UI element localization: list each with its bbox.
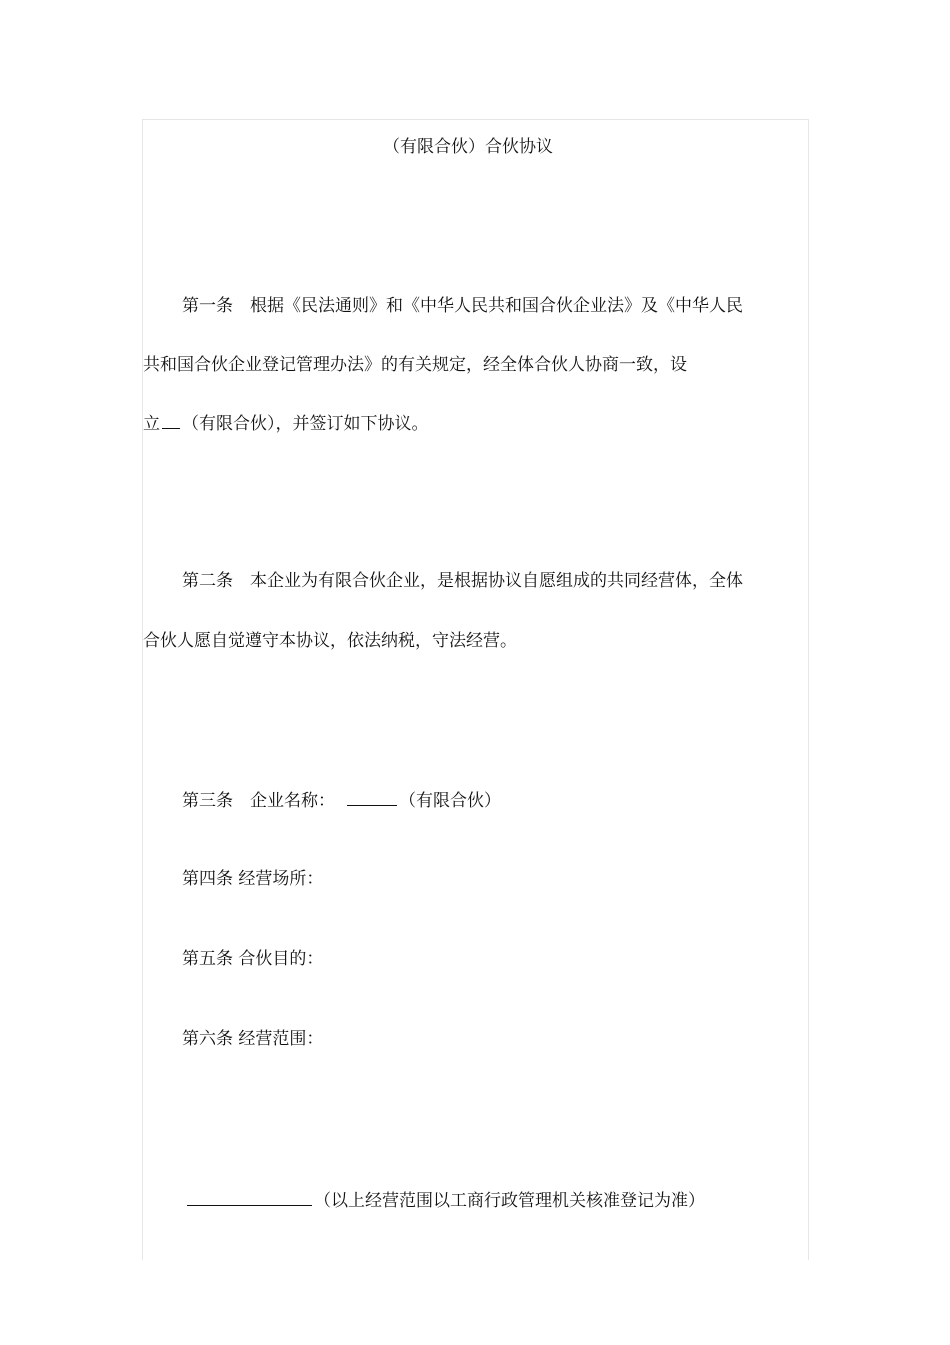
article-1-line-1: 第一条 根据《民法通则》和《中华人民共和国合伙企业法》及《中华人民 bbox=[182, 296, 743, 316]
article-5: 第五条 合伙目的： bbox=[182, 949, 324, 969]
article-1-line-2: 共和国合伙企业登记管理办法》的有关规定，经全体合伙人协商一致，设 bbox=[143, 355, 687, 375]
company-name-blank bbox=[347, 789, 397, 806]
article-1-line-3 bbox=[143, 412, 429, 434]
article-3-suffix: （有限合伙） bbox=[399, 791, 501, 811]
article-1-line-3-prefix: 立 bbox=[143, 414, 160, 434]
article-1-line-3-suffix: （有限合伙），并签订如下协议。 bbox=[182, 414, 429, 434]
scope-note-text: （以上经营范围以工商行政管理机关核准登记为准） bbox=[314, 1191, 705, 1211]
article-6: 第六条 经营范围： bbox=[182, 1029, 324, 1049]
page-frame bbox=[142, 119, 809, 1260]
article-3 bbox=[182, 789, 501, 811]
scope-blank bbox=[187, 1189, 312, 1206]
article-2-line-1: 第二条 本企业为有限合伙企业，是根据协议自愿组成的共同经营体，全体 bbox=[182, 571, 743, 591]
article-2-line-2: 合伙人愿自觉遵守本协议，依法纳税，守法经营。 bbox=[143, 631, 517, 651]
name-blank bbox=[162, 412, 180, 429]
scope-note bbox=[187, 1189, 705, 1211]
article-3-label: 第三条 企业名称： bbox=[182, 791, 335, 811]
document-title: （有限合伙）合伙协议 bbox=[383, 137, 553, 157]
article-4: 第四条 经营场所： bbox=[182, 869, 324, 889]
